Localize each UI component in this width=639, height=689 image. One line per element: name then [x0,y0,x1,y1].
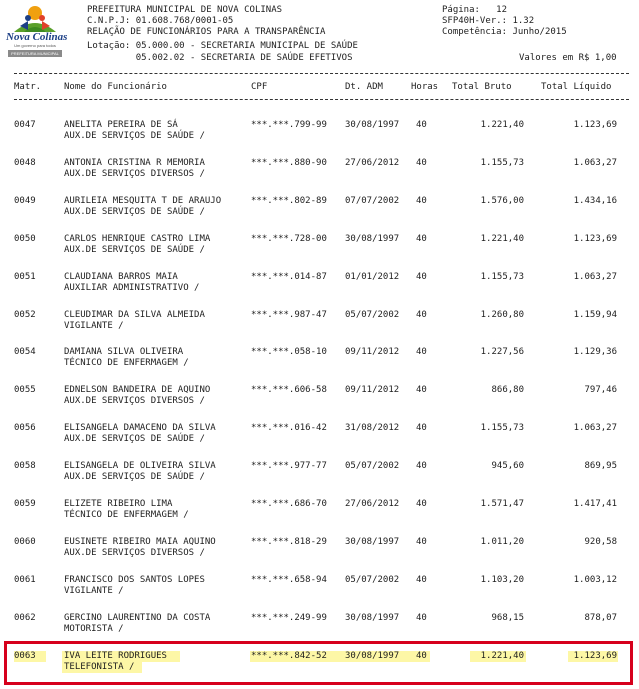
cell-matr: 0050 [14,234,36,244]
cell-liquido: 920,58 [584,537,617,547]
cell-nome: CLEUDIMAR DA SILVA ALMEIDA [64,310,205,320]
cell-nome: AURILEIA MESQUITA T DE ARAUJO [64,196,222,206]
cell-cpf: ***.***.880-90 [251,158,327,168]
cell-matr: 0052 [14,310,36,320]
header-competencia: Competência: Junho/2015 [442,27,567,37]
cell-matr: 0058 [14,461,36,471]
cell-horas: 40 [416,613,427,623]
cell-cargo: AUX.DE SERVIÇOS DE SAÚDE / [64,207,205,217]
cell-matr: 0062 [14,613,36,623]
cell-nome: DAMIANA SILVA OLIVEIRA [64,347,184,357]
cell-cargo: TÉCNICO DE ENFERMAGEM / [64,358,189,368]
cell-matr: 0063 [14,651,36,661]
cell-bruto: 1.103,20 [480,575,524,585]
header-org-name: PREFEITURA MUNICIPAL DE NOVA COLINAS [87,5,283,15]
cell-adm: 05/07/2002 [345,461,400,471]
cell-liquido: 878,07 [584,613,617,623]
cell-horas: 40 [416,347,427,357]
cell-liquido: 869,95 [584,461,617,471]
cell-cpf: ***.***.987-47 [251,310,327,320]
highlight-box [4,641,633,685]
cell-matr: 0059 [14,499,36,509]
cell-cargo: AUXILIAR ADMINISTRATIVO / [64,283,200,293]
cell-nome: ELISANGELA DE OLIVEIRA SILVA [64,461,216,471]
cell-adm: 09/11/2012 [345,385,400,395]
cell-horas: 40 [416,385,427,395]
cell-nome: ANELITA PEREIRA DE SÁ [64,120,178,130]
cell-matr: 0061 [14,575,36,585]
header-lotacao-sub: 05.002.02 - SECRETARIA DE SAÚDE EFETIVOS [87,53,353,63]
cell-horas: 40 [416,537,427,547]
header-version: SFP40H-Ver.: 1.32 [442,16,535,26]
col-header-cpf: CPF [251,82,268,92]
header-cnpj: C.N.P.J: 01.608.768/0001-05 [87,16,234,26]
cell-horas: 40 [416,310,427,320]
cell-cpf: ***.***.799-99 [251,120,327,130]
cell-horas: 40 [416,575,427,585]
cell-adm: 30/08/1997 [345,234,400,244]
cell-cargo: VIGILANTE / [64,321,124,331]
cell-bruto: 866,80 [491,385,524,395]
cell-nome: CARLOS HENRIQUE CASTRO LIMA [64,234,211,244]
cell-nome: EUSINETE RIBEIRO MAIA AQUINO [64,537,216,547]
cell-bruto: 1.221,40 [480,120,524,130]
cell-adm: 05/07/2002 [345,575,400,585]
cell-cargo: AUX.DE SERVIÇOS DE SAÚDE / [64,434,205,444]
cell-matr: 0055 [14,385,36,395]
cell-cargo: AUX.DE SERVIÇOS DE SAÚDE / [64,245,205,255]
cell-adm: 01/01/2012 [345,272,400,282]
cell-bruto: 968,15 [491,613,524,623]
cell-horas: 40 [416,423,427,433]
cell-bruto: 1.155,73 [480,423,524,433]
col-header-adm: Dt. ADM [345,82,383,92]
col-header-bruto: Total Bruto [452,82,512,92]
cell-liquido: 1.434,16 [573,196,617,206]
cell-horas: 40 [416,651,427,661]
cell-liquido: 1.123,69 [573,651,617,661]
cell-horas: 40 [416,461,427,471]
cell-horas: 40 [416,499,427,509]
cell-bruto: 1.260,80 [480,310,524,320]
cell-matr: 0056 [14,423,36,433]
cell-cpf: ***.***.728-00 [251,234,327,244]
col-header-nome: Nome do Funcionário [64,82,167,92]
cell-liquido: 1.063,27 [573,158,617,168]
cell-adm: 07/07/2002 [345,196,400,206]
cell-cpf: ***.***.658-94 [251,575,327,585]
cell-adm: 30/08/1997 [345,651,400,661]
cell-adm: 27/06/2012 [345,158,400,168]
cell-cargo: AUX.DE SERVIÇOS DIVERSOS / [64,169,205,179]
cell-cpf: ***.***.016-42 [251,423,327,433]
header-page: Página: 12 [442,5,508,15]
cell-adm: 09/11/2012 [345,347,400,357]
cell-bruto: 1.576,00 [480,196,524,206]
cell-cpf: ***.***.606-58 [251,385,327,395]
cell-bruto: 1.011,20 [480,537,524,547]
cell-nome: ELIZETE RIBEIRO LIMA [64,499,173,509]
cell-cpf: ***.***.818-29 [251,537,327,547]
cell-adm: 31/08/2012 [345,423,400,433]
cell-bruto: 1.155,73 [480,272,524,282]
cell-horas: 40 [416,196,427,206]
cell-bruto: 1.155,73 [480,158,524,168]
cell-horas: 40 [416,158,427,168]
cell-cargo: TELEFONISTA / [64,662,135,672]
logo-band: PREFEITURA MUNICIPAL [8,50,62,57]
cell-cpf: ***.***.249-99 [251,613,327,623]
cell-adm: 30/08/1997 [345,537,400,547]
cell-nome: CLAUDIANA BARROS MAIA [64,272,178,282]
cell-liquido: 1.123,69 [573,120,617,130]
cell-adm: 27/06/2012 [345,499,400,509]
cell-nome: GERCINO LAURENTINO DA COSTA [64,613,211,623]
cell-nome: ANTONIA CRISTINA R MEMORIA [64,158,205,168]
header-valores: Valores em R$ 1,00 [519,53,617,63]
cell-matr: 0054 [14,347,36,357]
cell-cpf: ***.***.802-89 [251,196,327,206]
cell-cargo: AUX.DE SERVIÇOS DE SAÚDE / [64,472,205,482]
header-report-title: RELAÇÃO DE FUNCIONÁRIOS PARA A TRANSPARÊNCIA [87,27,326,37]
cell-cpf: ***.***.058-10 [251,347,327,357]
cell-bruto: 1.571,47 [480,499,524,509]
cell-bruto: 945,60 [491,461,524,471]
cell-cargo: AUX.DE SERVIÇOS DIVERSOS / [64,396,205,406]
cell-adm: 30/08/1997 [345,120,400,130]
logo-tagline: Um governo para todos [14,43,56,48]
header-rule-bottom [14,99,629,100]
cell-bruto: 1.227,56 [480,347,524,357]
cell-adm: 05/07/2002 [345,310,400,320]
cell-liquido: 1.063,27 [573,423,617,433]
cell-cpf: ***.***.977-77 [251,461,327,471]
cell-horas: 40 [416,234,427,244]
cell-adm: 30/08/1997 [345,613,400,623]
cell-cpf: ***.***.014-87 [251,272,327,282]
header-lotacao: Lotação: 05.000.00 - SECRETARIA MUNICIPAL DE SAÚDE [87,41,358,51]
cell-matr: 0049 [14,196,36,206]
col-header-matr: Matr. [14,82,42,92]
cell-bruto: 1.221,40 [480,651,524,661]
cell-liquido: 1.003,12 [573,575,617,585]
cell-liquido: 797,46 [584,385,617,395]
cell-cpf: ***.***.842-52 [251,651,327,661]
cell-nome: IVA LEITE RODRIGUES [64,651,167,661]
cell-liquido: 1.129,36 [573,347,617,357]
cell-matr: 0047 [14,120,36,130]
cell-matr: 0060 [14,537,36,547]
cell-cargo: VIGILANTE / [64,586,124,596]
cell-horas: 40 [416,272,427,282]
cell-nome: ELISANGELA DAMACENO DA SILVA [64,423,216,433]
cell-cargo: TÉCNICO DE ENFERMAGEM / [64,510,189,520]
col-header-liquido: Total Líquido [541,82,612,92]
cell-cargo: MOTORISTA / [64,624,124,634]
cell-liquido: 1.417,41 [573,499,617,509]
cell-nome: FRANCISCO DOS SANTOS LOPES [64,575,205,585]
cell-nome: EDNELSON BANDEIRA DE AQUINO [64,385,211,395]
logo-name: Nova Colinas [6,31,68,43]
cell-liquido: 1.063,27 [573,272,617,282]
cell-liquido: 1.123,69 [573,234,617,244]
cell-horas: 40 [416,120,427,130]
cell-cargo: AUX.DE SERVIÇOS DE SAÚDE / [64,131,205,141]
cell-matr: 0048 [14,158,36,168]
cell-matr: 0051 [14,272,36,282]
col-header-horas: Horas [411,82,439,92]
cell-liquido: 1.159,94 [573,310,617,320]
cell-cargo: AUX.DE SERVIÇOS DIVERSOS / [64,548,205,558]
cell-bruto: 1.221,40 [480,234,524,244]
header-rule-top [14,73,629,74]
cell-cpf: ***.***.686-70 [251,499,327,509]
